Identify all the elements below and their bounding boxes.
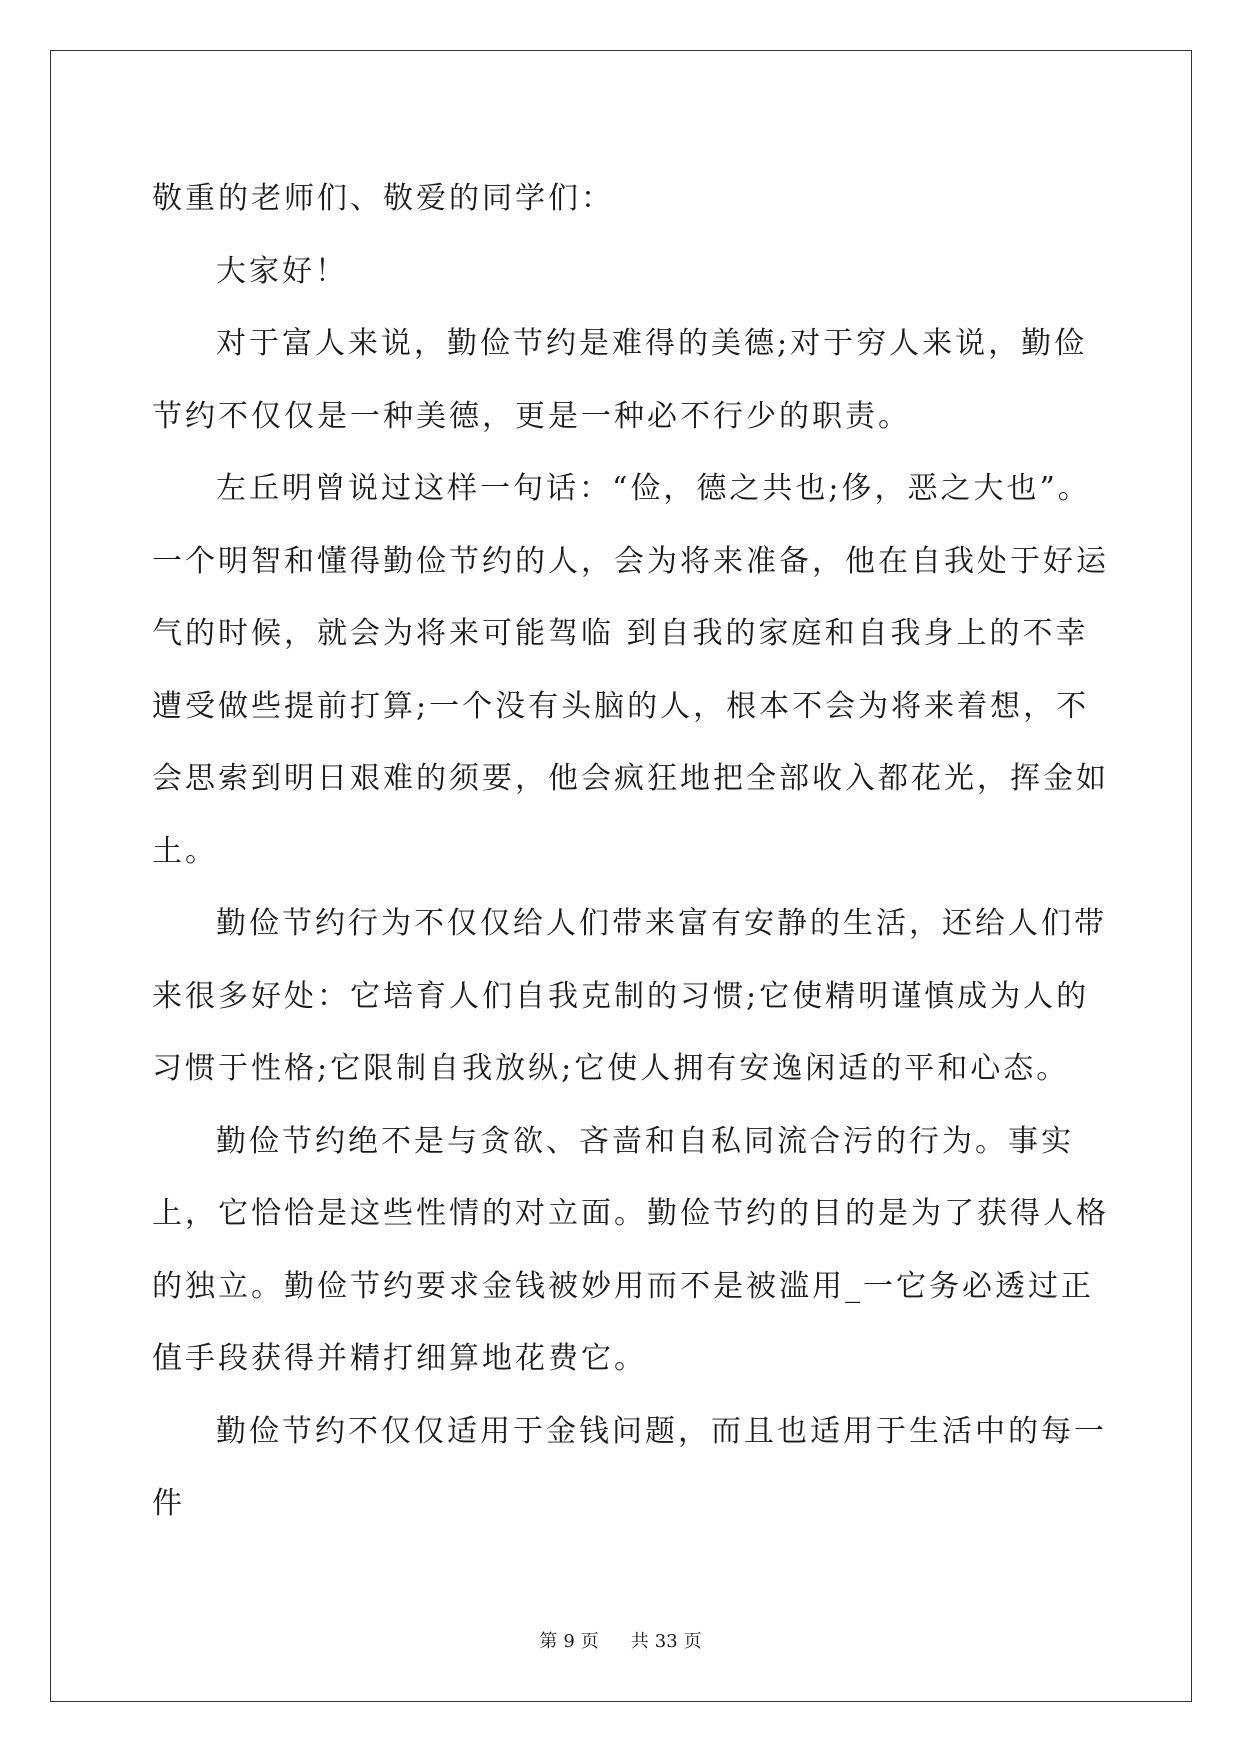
page-number: 9: [563, 1631, 575, 1652]
paragraph: 勤俭节约不仅仅适用于金钱问题，而且也适用于生活中的每一件: [152, 1413, 1107, 1521]
page-footer: [0, 1627, 1241, 1653]
paragraph: 敬重的老师们、敬爱的同学们：: [152, 181, 614, 216]
paragraph: 勤俭节约行为不仅仅给人们带来富有安静的生活，还给人们带来很多好处：它培育人们自我克制的习惯;它使精明谨慎成为人的习惯于性格;它限制自我放纵;它使人拥有安逸闲适的平和心态。: [152, 906, 1107, 1086]
document-body: [152, 163, 1112, 1541]
paragraph: 左丘明曾说过这样一句话：“俭，德之共也;侈，恶之大也”。一个明智和懂得勤俭节约的人，会为将来准备，他在自我处于好运气的时候，就会为将来可能驾临 到自我的家庭和自我身上的不幸遭受做些提前打算;一个没有头脑的人，根本不会为将来着想，不会思索到明日艰难的须要，他会疯狂地把全部收入都花光，挥金如土。: [152, 471, 1109, 869]
total-pages-label: [628, 1631, 705, 1652]
total-pages: 33: [654, 1631, 678, 1652]
page-prefix: 第: [539, 1631, 558, 1652]
total-suffix: 页: [683, 1631, 702, 1652]
paragraph: 对于富人来说，勤俭节约是难得的美德;对于穷人来说，勤俭节约不仅仅是一种美德，更是一种必不行少的职责。: [152, 326, 1088, 434]
total-prefix: 共: [630, 1631, 649, 1652]
page-number-label: [536, 1631, 601, 1652]
paragraph: 大家好！: [216, 253, 348, 289]
page-suffix: 页: [580, 1631, 599, 1652]
paragraph: 勤俭节约绝不是与贪欲、吝啬和自私同流合污的行为。事实上，它恰恰是这些性情的对立面。勤俭节约的目的是为了获得人格的独立。勤俭节约要求金钱被妙用而不是被滥用_一它务必透过正值手段获得并精打细算地花费它。: [152, 1123, 1109, 1376]
